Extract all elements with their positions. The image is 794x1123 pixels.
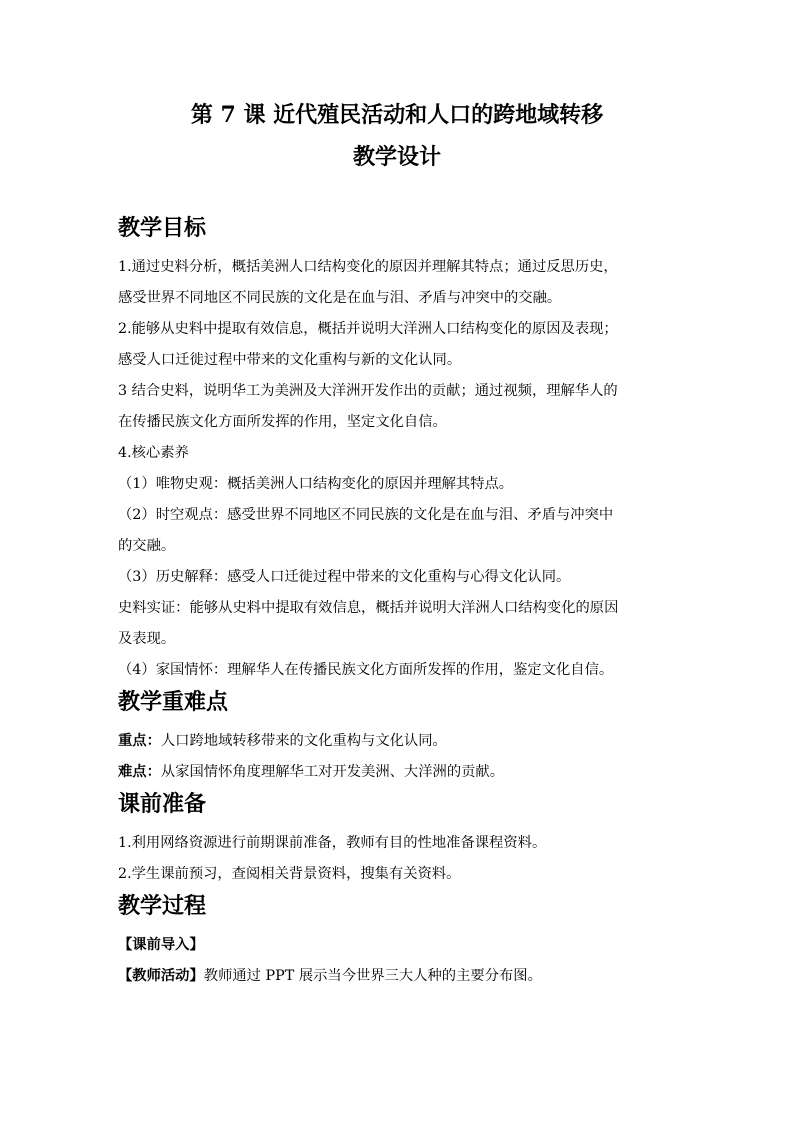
section-heading-prep: 课前准备 — [118, 792, 207, 817]
key-point-text: 人口跨地域转移带来的文化重构与文化认同。 — [160, 733, 447, 749]
goals-line: 及表现。 — [118, 631, 176, 647]
teacher-activity-text: 教师通过 PPT 展示当今世界三大人种的主要分布图。 — [203, 968, 542, 984]
goals-line: 3 结合史料，说明华工为美洲及大洋洲开发作出的贡献；通过视频，理解华人的 — [118, 383, 618, 399]
prep-line: 1.利用网络资源进行前期课前准备，教师有目的性地准备课程资料。 — [118, 835, 547, 851]
goals-line: 感受世界不同地区不同民族的文化是在血与泪、矛盾与冲突中的交融。 — [118, 290, 562, 306]
goals-line: （1）唯物史观：概括美洲人口结构变化的原因并理解其特点。 — [118, 476, 514, 492]
intro-label: 【课前导入】 — [118, 937, 204, 953]
teacher-activity-label: 【教师活动】 — [118, 968, 204, 984]
hard-point-text: 从家国情怀角度理解华工对开发美洲、大洋洲的贡献。 — [160, 764, 505, 780]
goals-line: 史料实证：能够从史料中提取有效信息，概括并说明大洋洲人口结构变化的原因 — [118, 600, 619, 616]
goals-line: 1.通过史料分析，概括美洲人口结构变化的原因并理解其特点；通过反思历史， — [118, 259, 618, 275]
section-heading-process: 教学过程 — [118, 894, 207, 919]
key-point-label: 重点： — [118, 733, 161, 749]
hard-point-line — [118, 757, 688, 788]
goals-line: 4.核心素养 — [118, 445, 189, 461]
lesson-title: 第 7 课 近代殖民活动和人口的跨地域转移 — [190, 102, 604, 128]
goals-line: （3）历史解释：感受人口迁徙过程中带来的文化重构与心得文化认同。 — [118, 569, 571, 585]
prep-line: 2.学生课前预习，查阅相关背景资料，搜集有关资料。 — [118, 866, 461, 882]
section-heading-key-points: 教学重难点 — [118, 690, 229, 715]
goals-line: 在传播民族文化方面所发挥的作用，坚定文化自信。 — [118, 414, 447, 430]
hard-point-label: 难点： — [118, 764, 161, 780]
key-point-line — [118, 726, 688, 757]
goals-line: （2）时空观点：感受世界不同地区不同民族的文化是在血与泪、矛盾与冲突中 — [118, 507, 614, 523]
section-heading-goals: 教学目标 — [118, 216, 207, 241]
goals-line: 2.能够从史料中提取有效信息，概括并说明大洋洲人口结构变化的原因及表现； — [118, 321, 618, 337]
goals-line: 的交融。 — [118, 538, 176, 554]
goals-line: （4）家国情怀：理解华人在传播民族文化方面所发挥的作用，鉴定文化自信。 — [118, 662, 614, 678]
goals-line: 感受人口迁徙过程中带来的文化重构与新的文化认同。 — [118, 352, 462, 368]
teacher-activity-line — [118, 961, 688, 992]
document-body — [118, 212, 688, 992]
goals-list — [118, 252, 688, 686]
lesson-subtitle: 教学设计 — [352, 144, 441, 170]
